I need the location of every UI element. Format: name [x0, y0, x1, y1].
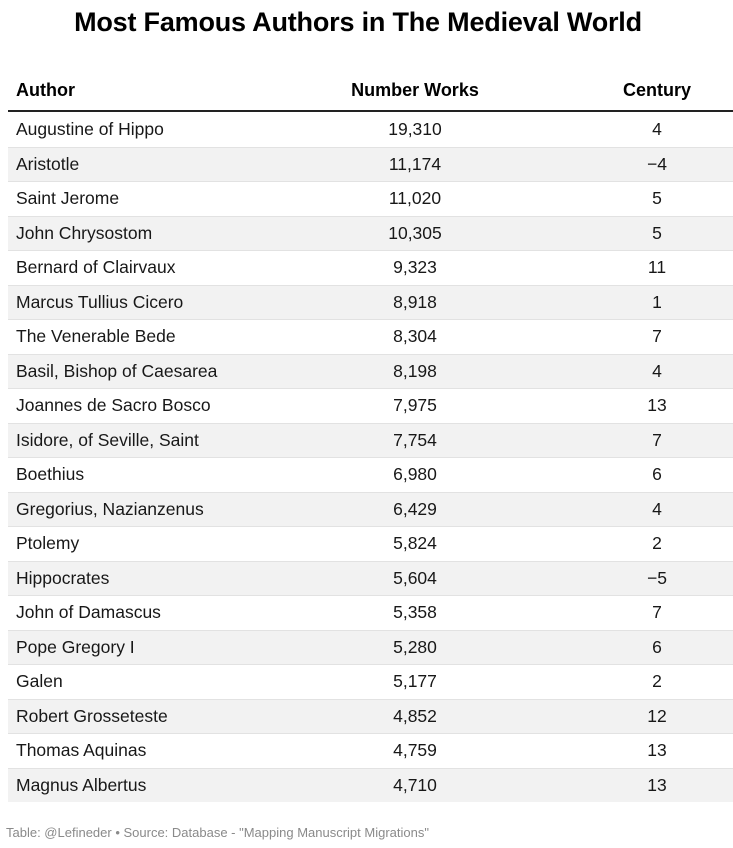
table-cell-number-works: 9,323 [393, 257, 437, 278]
table-cell-number-works: 5,280 [393, 636, 437, 657]
table-cell-author: Gregorius, Nazianzenus [16, 498, 204, 519]
table-cell-number-works: 11,020 [388, 188, 442, 209]
table-cell-century: 12 [647, 705, 667, 726]
table-cell-author: Thomas Aquinas [16, 740, 147, 761]
data-table [8, 70, 733, 802]
table-row [8, 630, 733, 665]
table-cell-number-works: 5,358 [393, 602, 437, 623]
table-cell-century: 2 [652, 533, 662, 554]
table-cell-number-works: 7,975 [393, 395, 437, 416]
table-row [8, 768, 733, 803]
table-row [8, 595, 733, 630]
table-cell-author: Isidore, of Seville, Saint [16, 429, 199, 450]
table-row [8, 319, 733, 354]
table-cell-number-works: 8,198 [393, 360, 437, 381]
table-cell-author: Galen [16, 671, 63, 692]
table-cell-number-works: 11,174 [388, 153, 442, 174]
table-body [8, 112, 733, 802]
table-cell-number-works: 4,759 [393, 740, 437, 761]
table-row [8, 699, 733, 734]
column-header-number-works[interactable]: Number Works [351, 79, 479, 100]
table-cell-century: −5 [647, 567, 667, 588]
table-cell-century: 2 [652, 671, 662, 692]
table-row [8, 147, 733, 182]
source-footer: Table: @Lefineder • Source: Database - "Mapping Manuscript Migrations" [6, 825, 429, 840]
table-cell-author: Ptolemy [16, 533, 80, 554]
table-cell-author: Hippocrates [16, 567, 110, 588]
table-cell-number-works: 5,824 [393, 533, 437, 554]
table-row [8, 388, 733, 423]
table-cell-author: Basil, Bishop of Caesarea [16, 360, 218, 381]
table-cell-author: Saint Jerome [16, 188, 120, 209]
table-cell-author: John of Damascus [16, 602, 161, 623]
table-cell-century: 7 [652, 429, 662, 450]
table-cell-number-works: 5,177 [393, 671, 437, 692]
table-cell-author: Pope Gregory I [16, 636, 135, 657]
table-title: Most Famous Authors in The Medieval World [74, 7, 642, 37]
table-cell-author: Aristotle [16, 153, 80, 174]
column-header-century[interactable]: Century [622, 79, 691, 100]
table-cell-author: The Venerable Bede [16, 326, 176, 347]
table-cell-century: 6 [652, 636, 662, 657]
table-cell-number-works: 4,710 [393, 774, 437, 795]
table-cell-century: 7 [652, 602, 662, 623]
table-cell-century: 7 [652, 326, 662, 347]
table-cell-century: 4 [652, 498, 662, 519]
table-cell-number-works: 19,310 [388, 118, 442, 139]
table-cell-number-works: 6,429 [393, 498, 437, 519]
table-row [8, 457, 733, 492]
table-cell-century: 5 [652, 188, 662, 209]
table-row [8, 664, 733, 699]
table-cell-century: 5 [652, 222, 662, 243]
table-cell-century: −4 [647, 153, 667, 174]
table-cell-number-works: 8,304 [393, 326, 437, 347]
table-row [8, 423, 733, 458]
table-row [8, 492, 733, 527]
table-cell-century: 4 [652, 360, 662, 381]
table-cell-number-works: 4,852 [393, 705, 437, 726]
table-cell-century: 13 [647, 740, 667, 761]
table-cell-author: Marcus Tullius Cicero [16, 291, 184, 312]
table-row [8, 285, 733, 320]
table-row [8, 250, 733, 285]
table-row [8, 112, 733, 147]
table-cell-author: Magnus Albertus [16, 774, 147, 795]
table-cell-author: Joannes de Sacro Bosco [16, 395, 211, 416]
table-cell-century: 13 [647, 774, 667, 795]
table-cell-century: 11 [647, 257, 667, 278]
table-row [8, 561, 733, 596]
table-cell-author: John Chrysostom [16, 222, 153, 243]
table-row [8, 733, 733, 768]
table-cell-century: 13 [647, 395, 667, 416]
table-cell-author: Augustine of Hippo [16, 118, 164, 139]
table-cell-number-works: 8,918 [393, 291, 437, 312]
column-header-author[interactable]: Author [16, 79, 75, 100]
table-row [8, 216, 733, 251]
table-header-row [8, 70, 733, 112]
table-row [8, 181, 733, 216]
table-row [8, 526, 733, 561]
table-cell-author: Boethius [16, 464, 85, 485]
table-cell-number-works: 5,604 [393, 567, 437, 588]
table-cell-author: Robert Grosseteste [16, 705, 168, 726]
table-row [8, 354, 733, 389]
table-cell-author: Bernard of Clairvaux [16, 257, 176, 278]
table-cell-century: 1 [652, 291, 662, 312]
table-cell-century: 6 [652, 464, 662, 485]
table-cell-century: 4 [652, 118, 662, 139]
table-cell-number-works: 10,305 [388, 222, 442, 243]
table-cell-number-works: 7,754 [393, 429, 437, 450]
table-cell-number-works: 6,980 [393, 464, 437, 485]
